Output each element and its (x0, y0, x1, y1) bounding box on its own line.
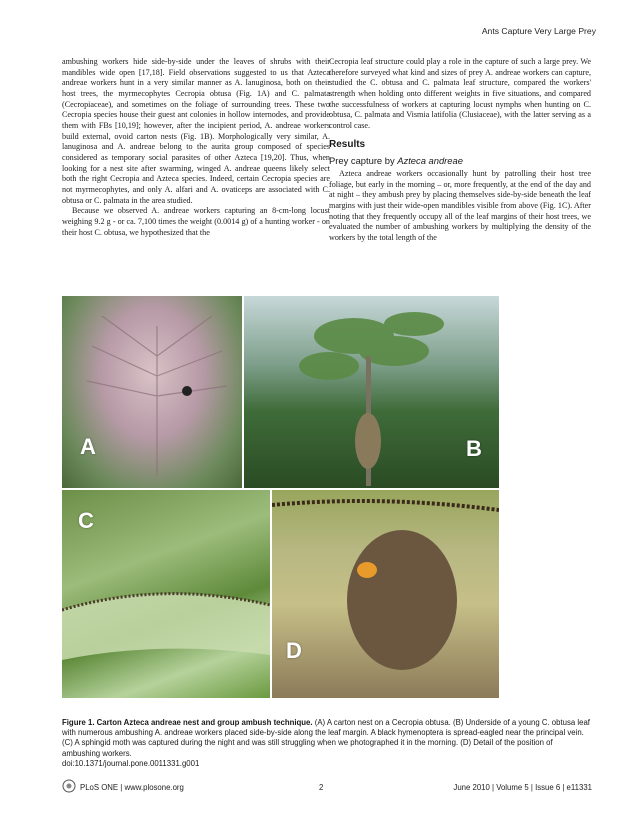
moth-illustration (272, 490, 499, 698)
panel-label-a: A (80, 434, 96, 459)
panel-label-c: C (78, 508, 94, 533)
results-heading: Results (329, 138, 366, 150)
panel-label-b: B (466, 436, 482, 461)
left-column (62, 57, 330, 238)
plos-logo-icon (62, 779, 76, 793)
journal-name: PLoS ONE | www.plosone.org (80, 783, 184, 792)
subsection-heading-species: Azteca andreae (397, 155, 463, 167)
photo-panel-a (62, 296, 242, 488)
photo-panel-d (272, 490, 499, 698)
issue-info: June 2010 | Volume 5 | Issue 6 | e11331 (453, 783, 592, 792)
subsection-heading (329, 156, 591, 167)
caption-doi: doi:10.1371/journal.pone.0011331.g001 (62, 758, 200, 768)
page-number: 2 (319, 783, 324, 792)
tree-illustration (244, 296, 499, 488)
caption-label: Figure 1. Carton Azteca andreae nest and group ambush technique. (62, 718, 313, 727)
photo-panel-b (244, 296, 499, 488)
right-column (329, 57, 591, 244)
left-paragraph-2: Because we observed A. andreae workers capturing an 8-cm-long locust weighing 9.2 g - or ca. 7,100 times the weight (0.0014 g) of a hunting worker - on their host C. obtusa, we hypothesized that the (62, 206, 330, 237)
caption-text: (A) A carton nest on a Cecropia obtusa. (B) Underside of a young C. obtusa leaf with numerous ambushing A. andreae workers placed side-by-side along the leaf margin. A black hymenoptera is spread-eagled near the principal vein. (C) A sphingid moth was captured during the night and was still struggling when we photographed it in the morning. (D) Detail of the position of ambushing workers. (62, 718, 590, 758)
results-paragraph: Azteca andreae workers occasionally hunt by patrolling their host tree foliage, but early in the morning – or, more frequently, at the end of the day and at night – they ambush prey by placing themselves side-by-side beneath the leaf margins with just their wide-open mandibles visible from above (Fig. 1C). After noting that they frequently occupy all of the leaf margins of their host trees, we evaluated the number of ambushing workers by multiplying the density of the workers by the total length of the (329, 168, 591, 242)
figure-1 (62, 296, 499, 698)
running-header: Ants Capture Very Large Prey (481, 26, 596, 36)
panel-label-d: D (286, 638, 302, 663)
photo-panel-c (62, 490, 270, 698)
subsection-heading-prefix: Prey capture by (329, 155, 398, 167)
left-paragraph-1: ambushing workers hide side-by-side under the leaves of shrubs with their mandibles wide open [17,18]. Field observations suggested to us that Azteca andreae workers hunt in a very similar manner as A. lanuginosa, both on their host trees, the myrmecophytes Cecropia obtusa (Fig. 1A) and C. palmata (Cecropiaceae), and sometimes on the foliage of surrounding trees. These two Cecropia species house their guest ant colonies in hollow internodes, and provide them with FBs [10,19]; however, after the incipient period, A. andreae workers build external, ovoid carton nests (Fig. 1B). Morphologically very similar, A. lanuginosa and A. andreae belong to the aurita group composed of species considered as temporary social parasites of other Azteca [19,20]. Thus, when looking for a nest site after swarming, winged A. andreae queens likely select both the right Cecropia and Azteca species. Indeed, certain Cecropia species are not myrmecophytes, and only A. alfari and A. ovaticeps are associated with C. obtusa or C. palmata in the area studied. (62, 57, 330, 205)
right-intro-paragraph: Cecropia leaf structure could play a role in the capture of such a large prey. We therefore surveyed what kind and sizes of prey A. andreae workers can capture, studied the C. obtusa and C. palmata leaf structure, compared the workers' strength when holding onto different weights in five situations, and compared the successfulness of workers at capturing locust nymphs when hunting on C. obtusa, C. palmata and Vismia latifolia (Clusiaceae), with the latter serving as a control case. (329, 57, 591, 130)
figure-caption (62, 718, 592, 769)
